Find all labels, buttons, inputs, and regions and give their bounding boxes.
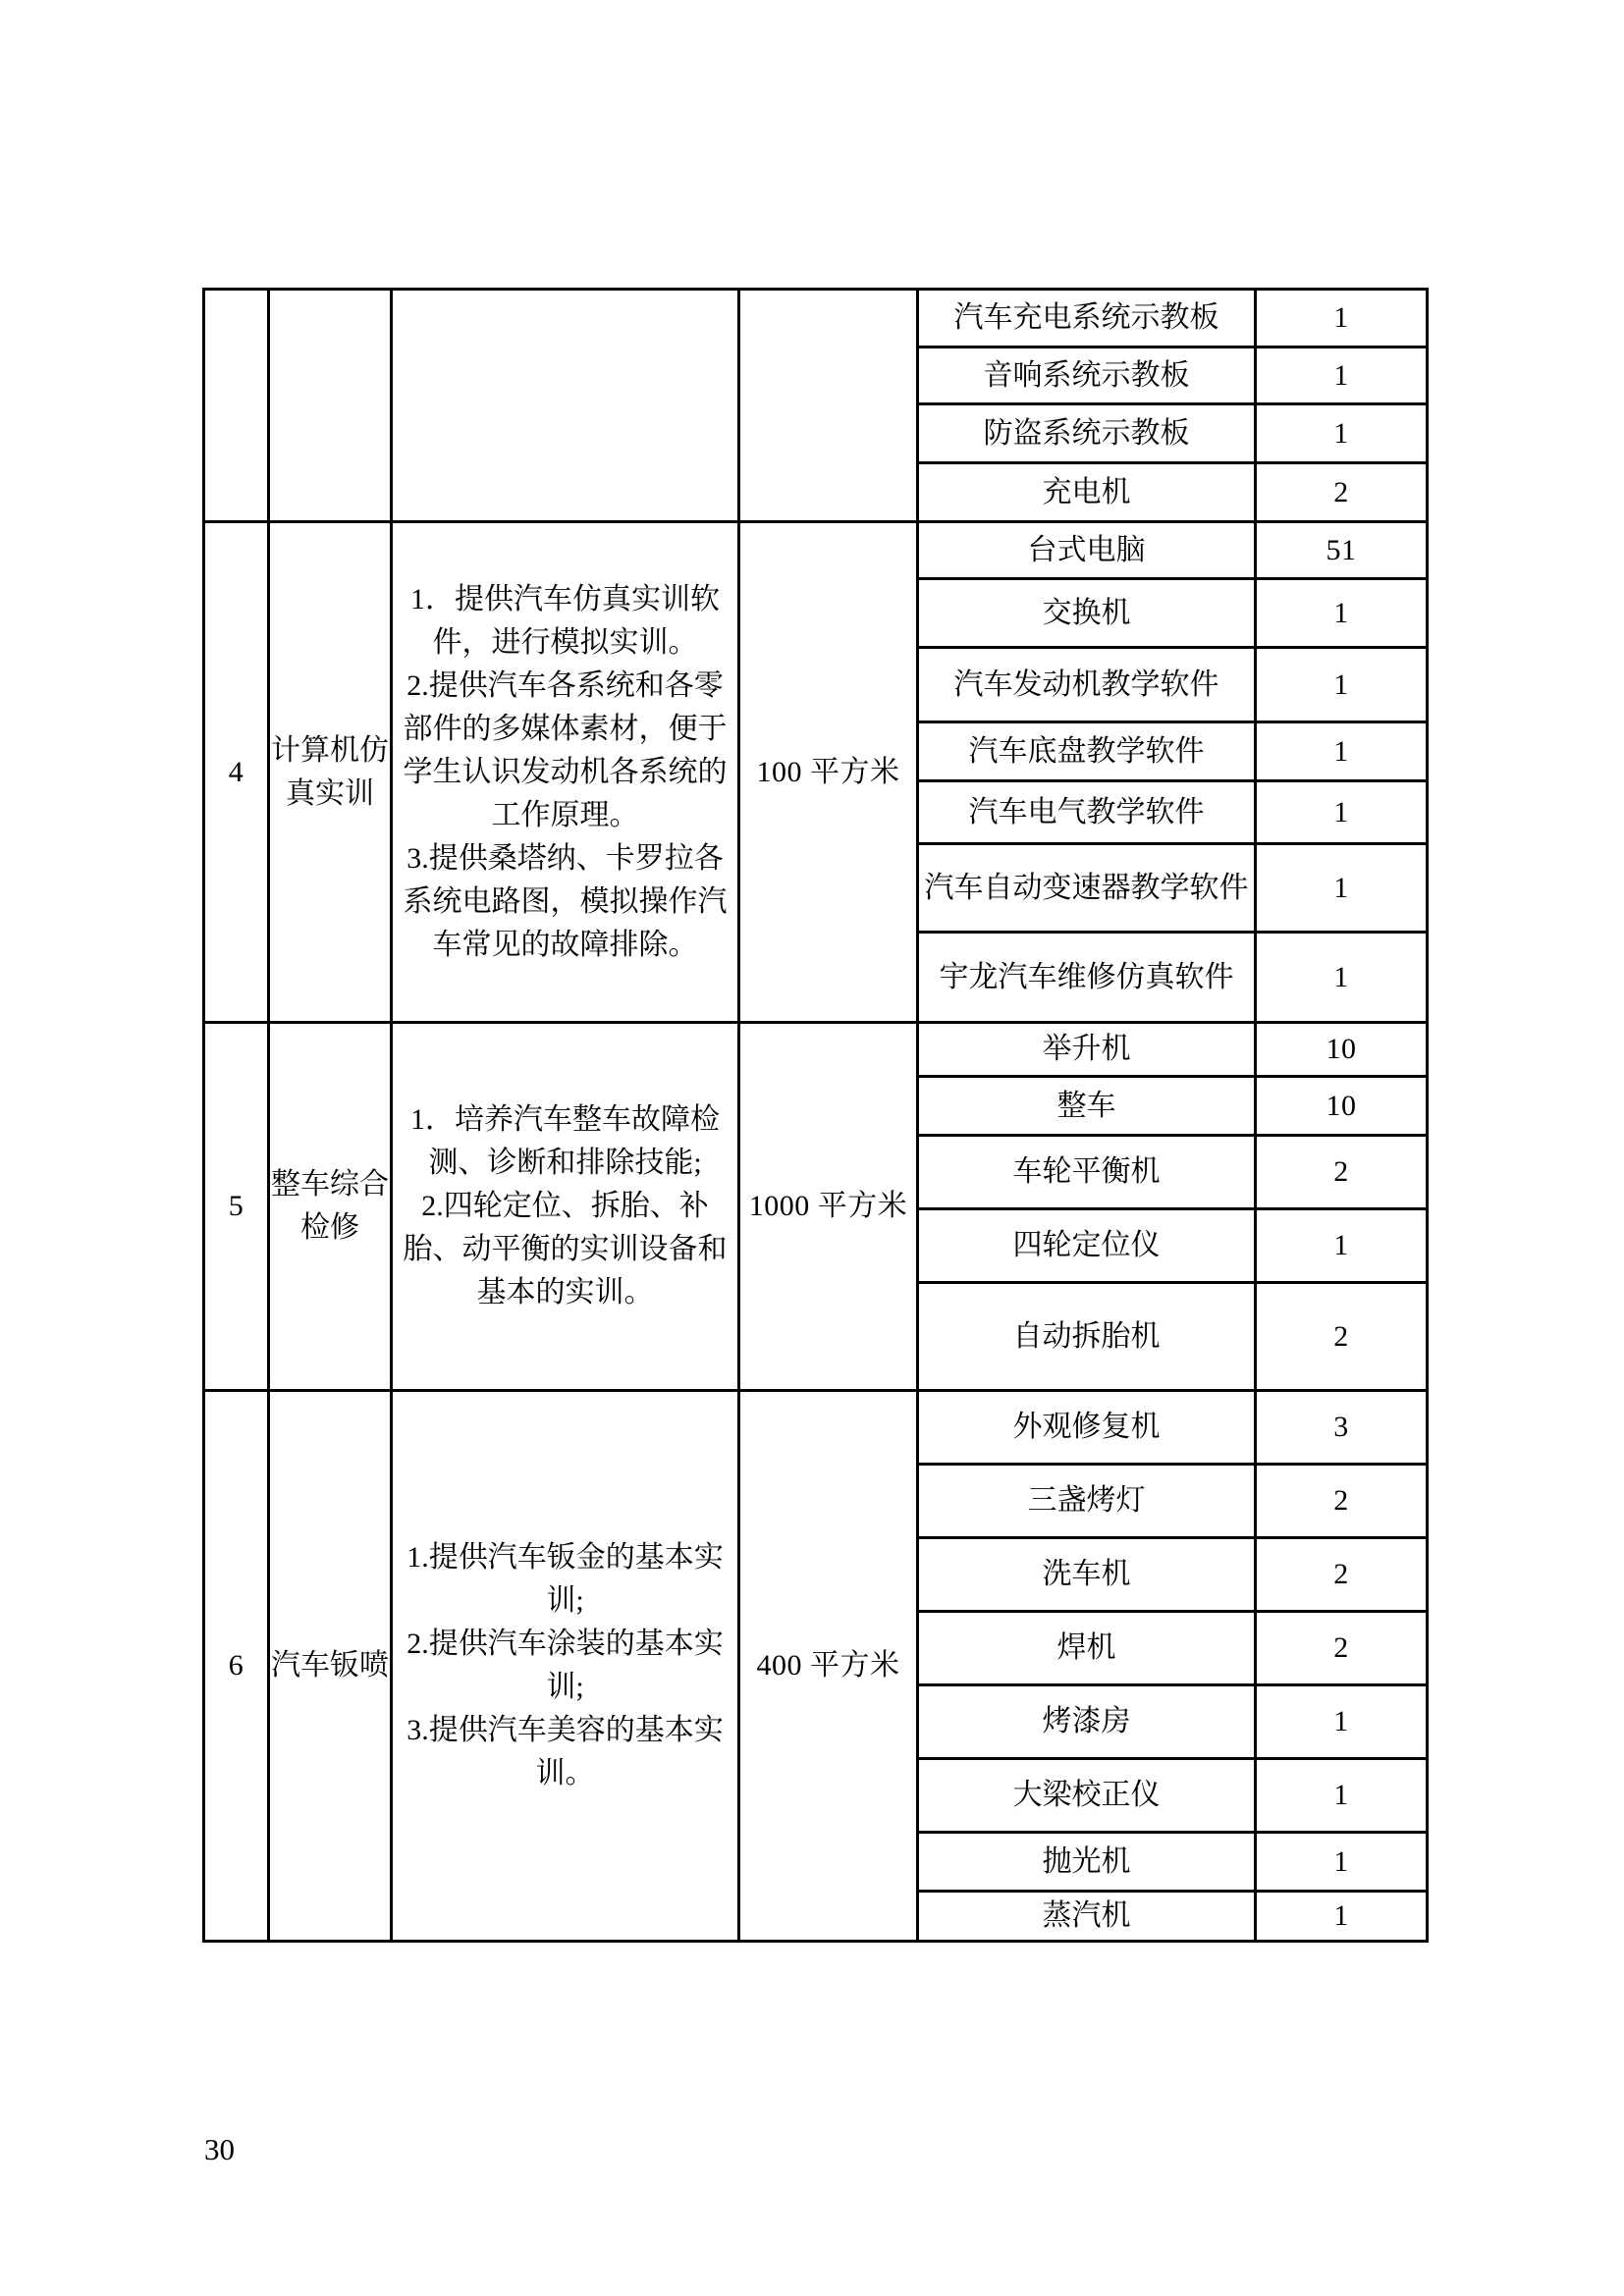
table-row: [204, 522, 1428, 579]
room-name-cell: 计算机仿真实训: [269, 522, 392, 1023]
equipment-name-cell: 整车: [918, 1077, 1256, 1136]
equipment-qty-cell: 2: [1256, 463, 1428, 522]
equipment-name-cell: 车轮平衡机: [918, 1136, 1256, 1209]
equipment-qty-cell: 10: [1256, 1023, 1428, 1077]
description-cell: [392, 1023, 739, 1391]
equipment-name-cell: 汽车自动变速器教学软件: [918, 844, 1256, 933]
description-cell-empty: [392, 290, 739, 522]
description-cell: [392, 1391, 739, 1942]
area-cell: 400 平方米: [739, 1391, 918, 1942]
equipment-qty-cell: 2: [1256, 1538, 1428, 1612]
description-item: 3.提供桑塔纳、卡罗拉各系统电路图，模拟操作汽车常见的故障排除。: [403, 841, 728, 961]
equipment-name-cell: 大梁校正仪: [918, 1759, 1256, 1833]
description-item: 1．培养汽车整车故障检测、诊断和排除技能;: [410, 1103, 720, 1179]
equipment-name-cell: 蒸汽机: [918, 1892, 1256, 1942]
room-name-cell: 整车综合检修: [269, 1023, 392, 1391]
training-equipment-table: [202, 288, 1429, 1943]
equipment-qty-cell: 1: [1256, 933, 1428, 1023]
equipment-qty-cell: 2: [1256, 1612, 1428, 1685]
equipment-name-cell: 烤漆房: [918, 1685, 1256, 1759]
equipment-name-cell: 交换机: [918, 579, 1256, 648]
equipment-name-cell: 汽车电气教学软件: [918, 781, 1256, 844]
equipment-name-cell: 四轮定位仪: [918, 1209, 1256, 1283]
equipment-name-cell: 台式电脑: [918, 522, 1256, 579]
equipment-name-cell: 自动拆胎机: [918, 1283, 1256, 1391]
equipment-qty-cell: 1: [1256, 1892, 1428, 1942]
equipment-name-cell: 汽车底盘教学软件: [918, 722, 1256, 781]
equipment-name-cell: 外观修复机: [918, 1391, 1256, 1465]
page-number: 30: [204, 2132, 235, 2166]
equipment-qty-cell: 1: [1256, 722, 1428, 781]
equipment-name-cell: 三盏烤灯: [918, 1465, 1256, 1538]
row-number-cell: 6: [204, 1391, 269, 1942]
equipment-qty-cell: 1: [1256, 1209, 1428, 1283]
equipment-qty-cell: 2: [1256, 1465, 1428, 1538]
row-number-cell-empty: [204, 290, 269, 522]
equipment-qty-cell: 10: [1256, 1077, 1428, 1136]
equipment-qty-cell: 1: [1256, 290, 1428, 347]
equipment-name-cell: 汽车充电系统示教板: [918, 290, 1256, 347]
area-cell: 1000 平方米: [739, 1023, 918, 1391]
equipment-qty-cell: 51: [1256, 522, 1428, 579]
description-item: 3.提供汽车美容的基本实训。: [406, 1714, 724, 1789]
equipment-qty-cell: 1: [1256, 781, 1428, 844]
equipment-qty-cell: 1: [1256, 404, 1428, 463]
equipment-name-cell: 防盗系统示教板: [918, 404, 1256, 463]
description-item: 2.提供汽车涂装的基本实训;: [406, 1628, 724, 1703]
equipment-qty-cell: 1: [1256, 1759, 1428, 1833]
equipment-qty-cell: 1: [1256, 844, 1428, 933]
description-item: 2.提供汽车各系统和各零部件的多媒体素材，便于学生认识发动机各系统的工作原理。: [403, 668, 728, 831]
equipment-qty-cell: 1: [1256, 347, 1428, 404]
equipment-qty-cell: 1: [1256, 579, 1428, 648]
equipment-name-cell: 焊机: [918, 1612, 1256, 1685]
table-row: [204, 290, 1428, 347]
equipment-name-cell: 举升机: [918, 1023, 1256, 1077]
equipment-qty-cell: 2: [1256, 1136, 1428, 1209]
room-name-cell-empty: [269, 290, 392, 522]
table-row: [204, 1023, 1428, 1077]
equipment-name-cell: 充电机: [918, 463, 1256, 522]
equipment-name-cell: 音响系统示教板: [918, 347, 1256, 404]
description-cell: [392, 522, 739, 1023]
equipment-qty-cell: 2: [1256, 1283, 1428, 1391]
room-name-cell: 汽车钣喷: [269, 1391, 392, 1942]
area-cell-empty: [739, 290, 918, 522]
equipment-qty-cell: 1: [1256, 1833, 1428, 1892]
equipment-name-cell: 汽车发动机教学软件: [918, 648, 1256, 722]
description-item: 1．提供汽车仿真实训软件，进行模拟实训。: [410, 582, 720, 659]
area-cell: 100 平方米: [739, 522, 918, 1023]
equipment-name-cell: 洗车机: [918, 1538, 1256, 1612]
row-number-cell: 5: [204, 1023, 269, 1391]
table-row: [204, 1391, 1428, 1465]
description-item: 2.四轮定位、拆胎、补胎、动平衡的实训设备和基本的实训。: [403, 1190, 728, 1308]
equipment-name-cell: 宇龙汽车维修仿真软件: [918, 933, 1256, 1023]
description-item: 1.提供汽车钣金的基本实训;: [406, 1541, 724, 1617]
equipment-name-cell: 抛光机: [918, 1833, 1256, 1892]
equipment-qty-cell: 1: [1256, 1685, 1428, 1759]
equipment-qty-cell: 1: [1256, 648, 1428, 722]
row-number-cell: 4: [204, 522, 269, 1023]
equipment-qty-cell: 3: [1256, 1391, 1428, 1465]
